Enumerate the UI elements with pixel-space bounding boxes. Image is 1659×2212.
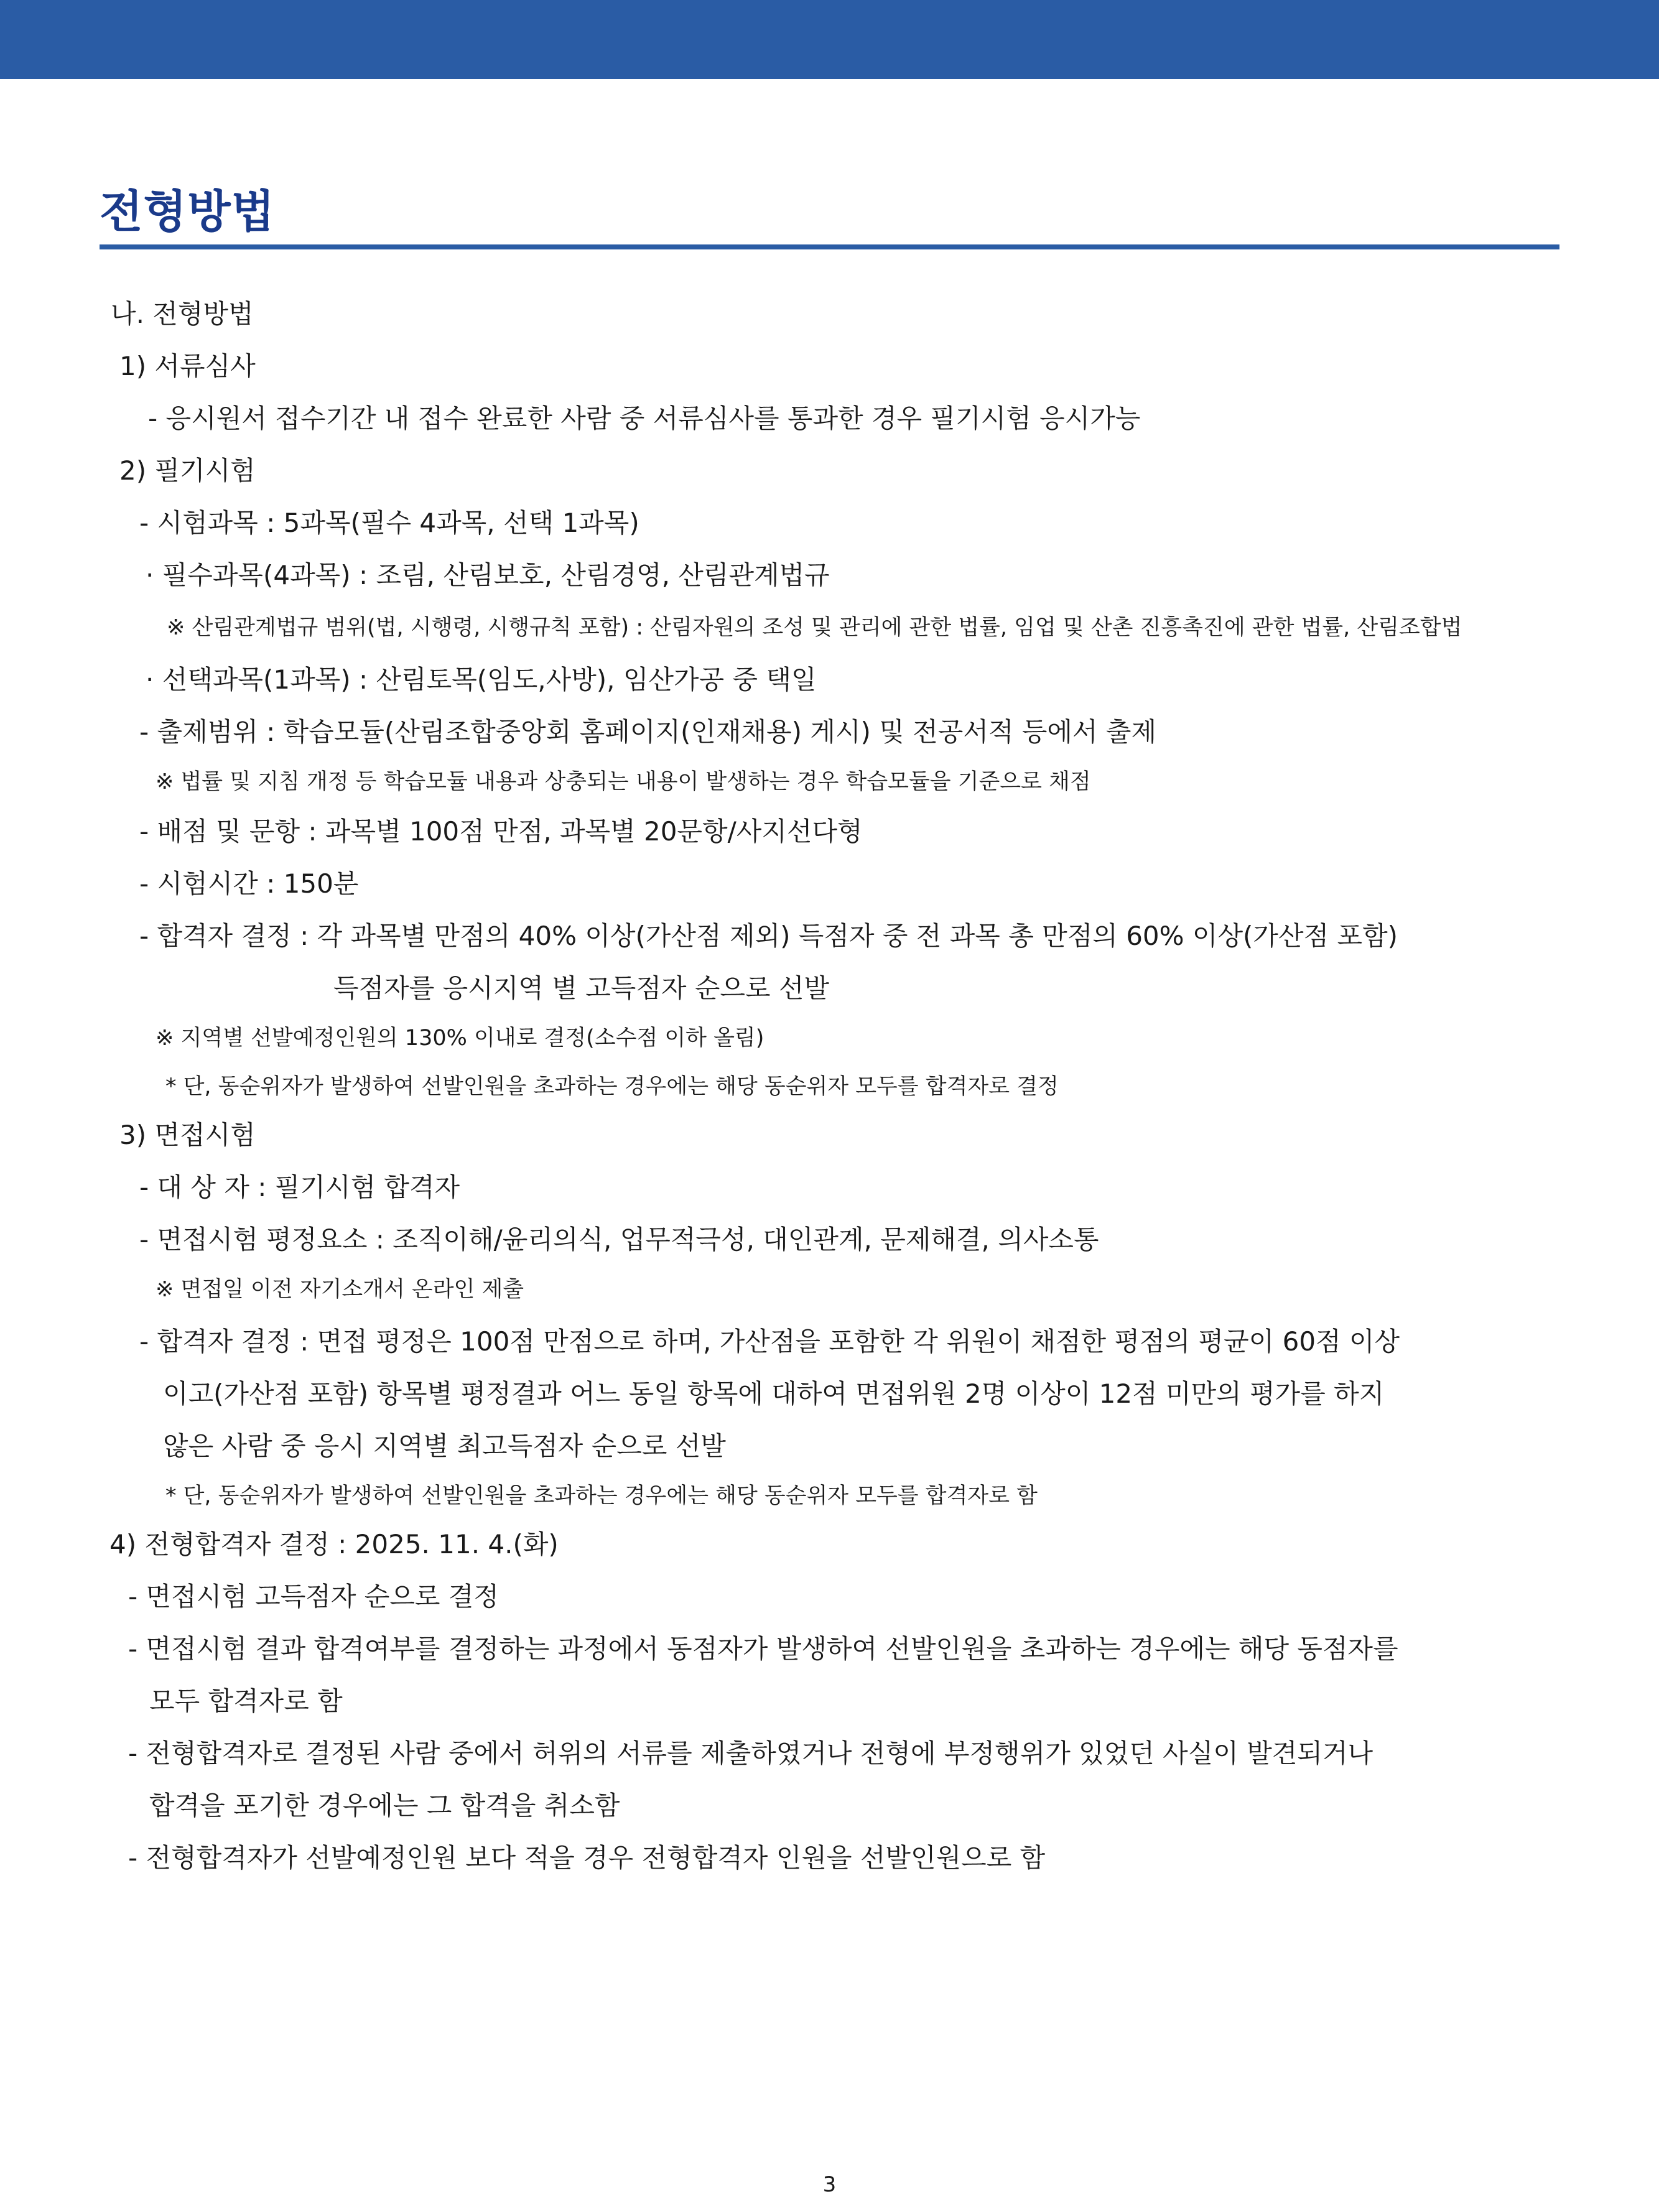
- list-item: - 출제범위 : 학습모듈(산림조합중앙회 홈페이지(인재채용) 게시) 및 전공서적 등에서 출제: [139, 717, 1157, 747]
- list-item: - 응시원서 접수기간 내 접수 완료한 사람 중 서류심사를 통과한 경우 필기시험 응시가능: [148, 403, 1141, 434]
- list-item: - 배점 및 문항 : 과목별 100점 만점, 과목별 20문항/사지선다형: [139, 816, 863, 847]
- heading-final-decision: 4) 전형합격자 결정 : 2025. 11. 4.(화): [109, 1529, 559, 1559]
- note: ※ 면접일 이전 자기소개서 온라인 제출: [156, 1277, 524, 1302]
- list-item: - 면접시험 결과 합격여부를 결정하는 과정에서 동점자가 발생하여 선발인원을 초과하는 경우에는 해당 동점자를: [128, 1633, 1398, 1664]
- heading-document-screening: 1) 서류심사: [119, 351, 256, 381]
- list-item: - 면접시험 고득점자 순으로 결정: [128, 1581, 499, 1612]
- section-title: 전형방법: [100, 185, 276, 238]
- list-item: - 합격자 결정 : 각 과목별 만점의 40% 이상(가산점 제외) 득점자 중 전 과목 총 만점의 60% 이상(가산점 포함): [139, 921, 1398, 951]
- list-item: - 대 상 자 : 필기시험 합격자: [139, 1172, 460, 1202]
- list-item: - 전형합격자로 결정된 사람 중에서 허위의 서류를 제출하였거나 전형에 부정행위가 있었던 사실이 발견되거나: [128, 1738, 1373, 1768]
- note: * 단, 동순위자가 발생하여 선발인원을 초과하는 경우에는 해당 동순위자 모두를 합격자로 결정: [165, 1074, 1059, 1099]
- list-item: · 선택과목(1과목) : 산림토목(임도,사방), 임산가공 중 택일: [146, 664, 817, 695]
- note: ※ 산림관계법규 범위(법, 시행령, 시행규칙 포함) : 산림자원의 조성 및 관리에 관한 법률, 임업 및 산촌 진흥촉진에 관한 법률, 산림조합법: [167, 615, 1462, 640]
- list-item-continuation: 않은 사람 중 응시 지역별 최고득점자 순으로 선발: [163, 1431, 726, 1461]
- header-band: [0, 0, 1659, 79]
- list-item: - 면접시험 평정요소 : 조직이해/윤리의식, 업무적극성, 대인관계, 문제해결, 의사소통: [139, 1224, 1099, 1255]
- heading-written-exam: 2) 필기시험: [119, 455, 256, 486]
- list-item-continuation: 이고(가산점 포함) 항목별 평정결과 어느 동일 항목에 대하여 면접위원 2명 이상이 12점 미만의 평가를 하지: [163, 1378, 1385, 1409]
- list-item: - 전형합격자가 선발예정인원 보다 적을 경우 전형합격자 인원을 선발인원으로 함: [128, 1843, 1046, 1873]
- page-number: 3: [822, 2172, 837, 2197]
- list-item: - 합격자 결정 : 면접 평정은 100점 만점으로 하며, 가산점을 포함한 각 위원이 채점한 평점의 평균이 60점 이상: [139, 1326, 1400, 1357]
- list-item-continuation: 합격을 포기한 경우에는 그 합격을 취소함: [149, 1790, 620, 1821]
- list-item: - 시험과목 : 5과목(필수 4과목, 선택 1과목): [139, 508, 639, 538]
- title-underline: [100, 244, 1559, 249]
- note: ※ 법률 및 지침 개정 등 학습모듈 내용과 상충되는 내용이 발생하는 경우 학습모듈을 기준으로 채점: [156, 769, 1091, 794]
- heading-interview: 3) 면접시험: [119, 1120, 256, 1150]
- list-item: - 시험시간 : 150분: [139, 868, 359, 899]
- list-item-continuation: 득점자를 응시지역 별 고득점자 순으로 선발: [333, 973, 830, 1003]
- note: ※ 지역별 선발예정인원의 130% 이내로 결정(소수점 이하 올림): [156, 1026, 764, 1051]
- list-item: · 필수과목(4과목) : 조림, 산림보호, 산림경영, 산림관계법규: [146, 560, 830, 590]
- list-item-continuation: 모두 합격자로 함: [149, 1686, 343, 1716]
- heading-selection-method: 나. 전형방법: [111, 299, 254, 329]
- note: * 단, 동순위자가 발생하여 선발인원을 초과하는 경우에는 해당 동순위자 모두를 합격자로 함: [165, 1484, 1038, 1508]
